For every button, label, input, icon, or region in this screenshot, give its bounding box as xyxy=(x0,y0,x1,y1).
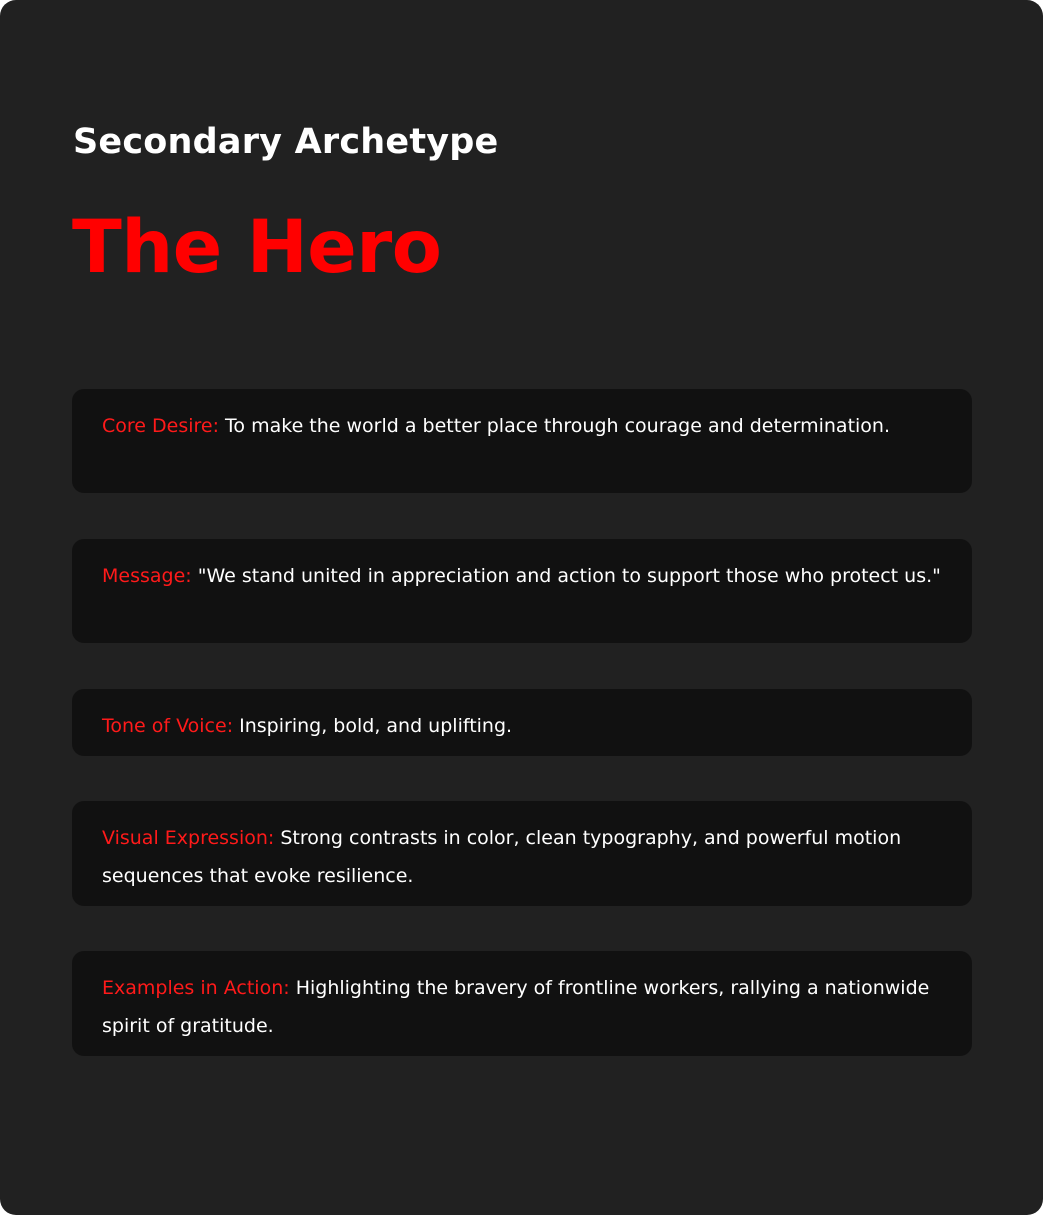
archetype-title: The Hero xyxy=(72,205,442,290)
attribute-text: "We stand united in appreciation and action to support those who protect us." xyxy=(197,565,941,587)
attribute-tone-of-voice xyxy=(72,689,972,756)
attribute-text: Highlighting the bravery of frontline workers, rallying a nationwide spirit of gratitude. xyxy=(102,977,930,1037)
attribute-message xyxy=(72,539,972,643)
attribute-text: Strong contrasts in color, clean typography, and powerful motion sequences that evoke resilience. xyxy=(102,827,902,887)
attribute-label: Tone of Voice: xyxy=(102,715,234,737)
attribute-paragraph xyxy=(102,558,942,596)
attribute-label: Visual Expression: xyxy=(102,827,275,849)
attribute-label: Message: xyxy=(102,565,192,587)
attribute-core-desire xyxy=(72,389,972,493)
attribute-paragraph xyxy=(102,820,942,895)
attribute-paragraph xyxy=(102,970,942,1045)
attribute-text: Inspiring, bold, and uplifting. xyxy=(239,715,513,737)
attribute-examples-in-action xyxy=(72,951,972,1056)
section-subtitle: Secondary Archetype xyxy=(73,122,499,162)
attribute-text: To make the world a better place through courage and determination. xyxy=(225,415,891,437)
attribute-visual-expression xyxy=(72,801,972,906)
attribute-paragraph xyxy=(102,708,942,746)
attribute-label: Core Desire: xyxy=(102,415,219,437)
attribute-label: Examples in Action: xyxy=(102,977,290,999)
attribute-paragraph xyxy=(102,408,942,446)
